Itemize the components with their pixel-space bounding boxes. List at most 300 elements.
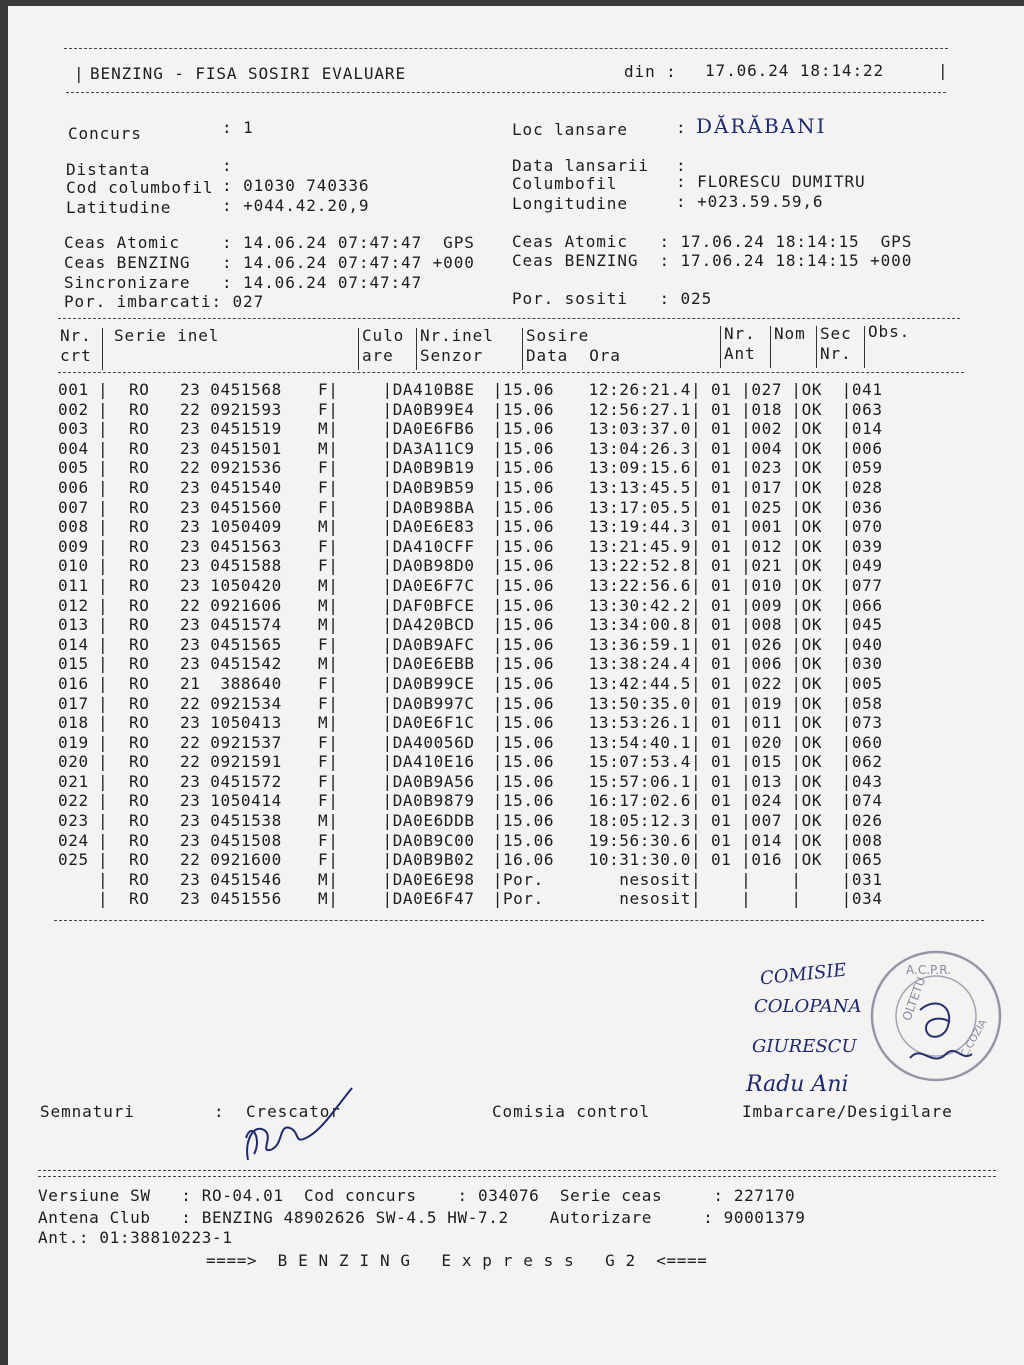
cell-obs: 070 [851, 517, 883, 537]
cell-chip: DA0E6EBB [392, 654, 475, 674]
concurs-value: : 1 [222, 118, 254, 137]
cell-separator: | [741, 889, 752, 909]
cell-separator: | [791, 830, 802, 850]
cell-separator: | [741, 556, 752, 576]
cell-nr: 008 [58, 517, 89, 537]
cell-yr: 23 [180, 477, 201, 497]
cell-separator: | [791, 791, 802, 811]
cell-color [338, 850, 382, 870]
cell-separator: | [741, 595, 752, 615]
cell-separator: | [328, 811, 339, 831]
cell-separator: | [98, 438, 109, 458]
cell-num: 0451574 [210, 615, 282, 635]
cell-yr: 23 [180, 654, 201, 674]
cell-separator: | [98, 575, 109, 595]
col-data-ora: Data Ora [526, 346, 621, 365]
cell-nom [751, 889, 791, 909]
cell-yr: 23 [180, 575, 201, 595]
cell-num: 0451572 [210, 771, 282, 791]
cell-separator: | [791, 399, 802, 419]
cell-sex: F [318, 477, 329, 497]
cell-separator: | [328, 556, 339, 576]
table-row [58, 380, 902, 400]
cell-separator: | [741, 693, 752, 713]
cell-yr: 22 [180, 693, 201, 713]
cell-separator: | [492, 791, 503, 811]
cell-chip: DA0B997C [392, 693, 475, 713]
cell-separator: | [741, 517, 752, 537]
signatures-label: Semnaturi [40, 1102, 135, 1121]
cell-separator: | [328, 419, 339, 439]
table-row [58, 752, 902, 772]
cell-yr: 22 [180, 399, 201, 419]
cell-num: 0451508 [210, 830, 282, 850]
cell-date: 15.06 [502, 595, 555, 615]
cell-separator: | [791, 517, 802, 537]
cell-sec: OK [801, 811, 823, 831]
cell-time: 13:38:24.4 [588, 654, 691, 674]
cell-nr: 019 [58, 732, 89, 752]
cell-separator: | [98, 889, 109, 909]
cell-chip: DA410B8E [392, 380, 475, 399]
cell-yr: 23 [180, 791, 201, 811]
cell-color [338, 498, 382, 518]
cell-obs: 059 [851, 458, 883, 478]
cell-yr: 21 [180, 673, 201, 693]
cell-sex: M [318, 575, 329, 595]
cell-separator: | [791, 595, 802, 615]
cell-separator: | [382, 811, 393, 831]
cell-chip: DA0E6DDB [392, 811, 475, 831]
cell-nom: 027 [751, 380, 783, 399]
cell-time: 15:07:53.4 [588, 752, 691, 772]
col-sec-nr: Nr. [820, 344, 852, 363]
distanta-label: Distanta [66, 160, 151, 179]
cell-separator: | [382, 713, 393, 733]
cell-cty: RO [129, 713, 150, 733]
cell-separator: | [328, 615, 339, 635]
cell-num: 0451588 [210, 556, 282, 576]
table-row [58, 576, 902, 596]
hdr-sep-4 [522, 328, 523, 370]
col-obs: Obs. [868, 322, 911, 341]
cell-nr: 009 [58, 536, 89, 556]
cell-color [338, 419, 382, 439]
cell-sec: OK [801, 536, 823, 556]
cell-nom: 020 [751, 732, 783, 752]
cell-separator: | [841, 458, 852, 478]
cell-separator: | [492, 654, 503, 674]
cell-nom: 021 [751, 556, 783, 576]
cell-sec: OK [801, 752, 823, 772]
cell-sec: OK [801, 693, 823, 713]
cell-num: 0451563 [210, 536, 282, 556]
cell-separator: | [690, 634, 702, 654]
cell-yr: 22 [180, 732, 201, 752]
cell-obs: 065 [851, 850, 883, 870]
cell-separator: | [791, 693, 802, 713]
cell-separator: | [382, 850, 393, 870]
cell-separator: | [98, 458, 109, 478]
cell-sex: M [318, 889, 329, 909]
cell-separator: | [492, 595, 503, 615]
table-row [58, 400, 902, 420]
cell-cty: RO [129, 380, 150, 399]
cell-ant: 01 [710, 399, 732, 419]
svg-text:C.COZIA: C.COZIA [959, 1017, 990, 1060]
cell-obs: 077 [851, 575, 883, 595]
cell-separator: | [841, 869, 852, 889]
cell-separator: | [841, 615, 852, 635]
cell-color [338, 478, 382, 498]
cell-separator: | [328, 654, 339, 674]
footer-top-rule-2 [38, 1176, 996, 1177]
cell-sex: M [318, 713, 329, 733]
cell-ant: 01 [710, 732, 732, 752]
cell-time: 16:17:02.6 [588, 791, 691, 811]
cell-date: 15.06 [502, 458, 555, 478]
cell-nom: 025 [751, 497, 783, 517]
cell-cty: RO [129, 869, 150, 889]
cell-yr: 22 [180, 752, 201, 772]
cell-separator: | [382, 752, 393, 772]
cell-yr: 23 [180, 811, 201, 831]
table-row [58, 419, 902, 439]
cell-nom: 011 [751, 713, 783, 733]
table-row [58, 458, 902, 478]
cell-yr: 23 [180, 615, 201, 635]
cell-nr: 005 [58, 458, 89, 478]
cell-ant: 01 [710, 419, 732, 439]
cell-separator: | [98, 536, 109, 556]
hdr-sep-1 [102, 328, 103, 370]
cell-cty: RO [129, 419, 150, 439]
longitudine-label: Longitudine [512, 194, 628, 213]
cod-columbofil-value: : 01030 740336 [222, 176, 370, 195]
cell-sec: OK [801, 595, 823, 615]
cell-separator: | [328, 673, 339, 693]
cell-nr: 016 [58, 673, 89, 693]
cell-time: 19:56:30.6 [588, 830, 691, 850]
concurs-label: Concurs [68, 124, 142, 143]
cell-obs: 008 [851, 830, 883, 850]
cell-chip: DA0B9B59 [392, 477, 475, 497]
cell-separator: | [741, 732, 752, 752]
cell-separator: | [741, 752, 752, 772]
cell-separator: | [841, 380, 852, 399]
cell-separator: | [841, 517, 852, 537]
cell-time: 13:13:45.5 [588, 477, 691, 497]
table-row [58, 478, 902, 498]
cell-separator: | [741, 575, 752, 595]
cell-sec [802, 889, 842, 909]
cell-separator: | [841, 889, 852, 909]
cell-separator: | [841, 438, 852, 458]
cell-separator: | [690, 595, 702, 615]
cell-color [338, 537, 382, 557]
cell-sex: F [318, 399, 329, 419]
header-left-bar: | [74, 64, 85, 83]
printout-page [8, 6, 1024, 1365]
cell-separator: | [841, 654, 852, 674]
table-row [58, 615, 902, 635]
table-row [58, 517, 902, 537]
cell-separator: | [328, 458, 339, 478]
cell-nom: 024 [751, 791, 783, 811]
cell-separator: | [328, 869, 339, 889]
cell-obs: 058 [851, 693, 883, 713]
cell-sec: OK [801, 830, 823, 850]
cell-chip: DA0E6E98 [392, 869, 475, 889]
cell-separator: | [690, 830, 702, 850]
cell-yr: 23 [180, 380, 201, 399]
cell-yr: 23 [180, 713, 201, 733]
cell-obs: 005 [851, 673, 883, 693]
cell-date: 15.06 [502, 673, 555, 693]
cell-separator: | [328, 791, 339, 811]
cell-chip: DA410CFF [392, 536, 475, 556]
cell-nr: 007 [58, 497, 89, 517]
cell-nom: 007 [751, 811, 783, 831]
cell-nom: 016 [751, 850, 783, 870]
cell-separator: | [492, 380, 503, 399]
cell-sec [802, 870, 842, 890]
cell-chip: DA0B9AFC [392, 634, 475, 654]
cell-nr: 021 [58, 771, 89, 791]
cell-date: 15.06 [502, 732, 555, 752]
cell-separator: | [791, 673, 802, 693]
cell-separator: | [841, 536, 852, 556]
cell-ant: 01 [710, 477, 732, 497]
cell-separator: | [791, 713, 802, 733]
cell-separator: | [841, 811, 852, 831]
commission-handwritten-title: COMISIE [759, 959, 848, 990]
cell-separator: | [841, 419, 852, 439]
cell-time: 12:56:27.1 [588, 399, 691, 419]
cell-separator: | [492, 889, 503, 909]
cell-sex: M [318, 654, 329, 674]
cell-separator: | [741, 869, 752, 889]
table-row [58, 791, 902, 811]
signatures-colon: : [214, 1102, 225, 1121]
hdr-sep-6 [770, 326, 771, 368]
cell-nom: 010 [751, 575, 783, 595]
col-sosire: Sosire [526, 326, 590, 345]
cell-separator: | [328, 771, 339, 791]
header-top-rule [64, 48, 948, 49]
cell-obs: 006 [851, 438, 883, 458]
cell-ant: 01 [710, 438, 732, 458]
cell-separator: | [382, 556, 393, 576]
cell-cty: RO [129, 654, 150, 674]
cell-obs: 039 [851, 536, 883, 556]
cell-obs: 074 [851, 791, 883, 811]
cell-cty: RO [129, 771, 150, 791]
cell-cty: RO [129, 830, 150, 850]
cell-nom: 012 [751, 536, 783, 556]
svg-text:OLTETU: OLTETU [899, 975, 929, 1023]
cell-time: 13:36:59.1 [588, 634, 691, 654]
cell-chip: DA0B9B19 [392, 458, 475, 478]
cell-separator: | [741, 830, 752, 850]
cell-nom: 006 [751, 654, 783, 674]
cell-separator: | [98, 380, 109, 399]
cell-obs: 026 [851, 811, 883, 831]
cell-obs: 031 [851, 869, 883, 889]
cell-chip: DA0B99CE [392, 673, 475, 693]
cell-yr: 23 [180, 419, 201, 439]
cell-separator: | [98, 869, 109, 889]
cell-date: 15.06 [502, 536, 555, 556]
cell-separator: | [382, 634, 393, 654]
loc-lansare-value: DĂRĂBANI [696, 114, 827, 138]
cell-separator: | [492, 536, 503, 556]
cell-separator: | [841, 399, 852, 419]
cell-date: 15.06 [502, 634, 555, 654]
cell-num: 1050414 [210, 791, 282, 811]
cell-yr: 22 [180, 595, 201, 615]
cell-chip: DA410E16 [392, 752, 475, 772]
cell-sex: F [318, 693, 329, 713]
cell-sex: M [318, 517, 329, 537]
cell-separator: | [382, 732, 393, 752]
cell-yr: 22 [180, 850, 201, 870]
cell-nom: 001 [751, 517, 783, 537]
cell-cty: RO [129, 575, 150, 595]
cell-nr: 004 [58, 438, 89, 458]
cell-separator: | [98, 497, 109, 517]
cell-chip: DA0B98BA [392, 497, 475, 517]
cell-separator: | [382, 517, 393, 537]
cell-cty: RO [129, 673, 150, 693]
cell-separator: | [841, 791, 852, 811]
cell-sec: OK [801, 438, 823, 458]
col-culo: Culo [362, 326, 405, 345]
distanta-value: : [222, 156, 233, 175]
cell-nr [58, 889, 98, 909]
cell-separator: | [690, 419, 702, 439]
cell-date: 15.06 [502, 752, 555, 772]
cell-obs: 062 [851, 752, 883, 772]
cell-nom [751, 870, 791, 890]
cell-nr: 006 [58, 477, 89, 497]
cell-separator: | [841, 497, 852, 517]
cell-ant: 01 [710, 693, 732, 713]
cell-separator: | [328, 477, 339, 497]
cell-color [338, 654, 382, 674]
cell-separator: | [98, 634, 109, 654]
cell-ant [701, 870, 741, 890]
cell-color [338, 791, 382, 811]
arrivals-table [58, 380, 902, 909]
cell-obs: 043 [851, 771, 883, 791]
cell-separator: | [98, 713, 109, 733]
cell-ant: 01 [710, 791, 732, 811]
cell-separator: | [841, 477, 852, 497]
cell-separator: | [791, 438, 802, 458]
table-bottom-rule [54, 920, 984, 921]
cell-chip: DA40056D [392, 732, 475, 752]
cell-ant: 01 [710, 673, 732, 693]
cell-separator: | [690, 869, 702, 889]
cell-separator: | [791, 497, 802, 517]
cell-separator: | [328, 380, 339, 399]
cell-chip: DA0E6F7C [392, 575, 475, 595]
cell-ant: 01 [710, 458, 732, 478]
cell-separator: | [791, 732, 802, 752]
cell-cty: RO [129, 458, 150, 478]
cell-obs: 060 [851, 732, 883, 752]
cell-nom: 014 [751, 830, 783, 850]
cell-separator: | [98, 791, 109, 811]
cell-separator: | [690, 752, 702, 772]
cell-time: 13:30:42.2 [588, 595, 691, 615]
cell-separator: | [791, 634, 802, 654]
cell-separator: | [98, 595, 109, 615]
table-row [58, 889, 902, 909]
cell-time: 13:03:37.0 [588, 419, 691, 439]
cell-separator: | [328, 536, 339, 556]
table-row [58, 772, 902, 792]
cell-date: 15.06 [502, 497, 555, 517]
cell-separator: | [98, 419, 109, 439]
cell-nom: 013 [751, 771, 783, 791]
cell-num: 1050409 [210, 517, 282, 537]
cell-yr: 23 [180, 536, 201, 556]
cell-sec: OK [801, 399, 823, 419]
cell-ant: 01 [710, 752, 732, 772]
cell-ant: 01 [710, 771, 732, 791]
cell-time: 12:26:21.4 [588, 380, 691, 399]
cell-num: 0451560 [210, 497, 282, 517]
columbofil-label: Columbofil [512, 174, 618, 193]
table-row [58, 850, 902, 870]
cell-color [338, 772, 382, 792]
col-crt: crt [60, 346, 92, 365]
cell-num: 1050413 [210, 713, 282, 733]
cell-obs: 049 [851, 556, 883, 576]
cell-nr: 012 [58, 595, 89, 615]
cell-separator: | [690, 380, 702, 399]
cell-separator: | [98, 399, 109, 419]
commission-member-3: Radu Ani [746, 1072, 849, 1097]
cell-cty: RO [129, 556, 150, 576]
cell-sex: F [318, 536, 329, 556]
cell-separator: | [841, 830, 852, 850]
cell-color [338, 635, 382, 655]
cell-date: 15.06 [502, 556, 555, 576]
cell-sex: M [318, 811, 329, 831]
cell-separator: | [741, 673, 752, 693]
cell-separator: | [492, 713, 503, 733]
cell-date: 15.06 [502, 517, 555, 537]
cell-cty: RO [129, 497, 150, 517]
cell-separator: | [690, 497, 702, 517]
cell-separator: | [492, 850, 503, 870]
cell-date: 15.06 [502, 771, 555, 791]
cell-separator: | [492, 752, 503, 772]
cell-color [338, 458, 382, 478]
cell-separator: | [492, 693, 503, 713]
table-row [58, 635, 902, 655]
cell-color [338, 556, 382, 576]
cell-ant: 01 [710, 634, 732, 654]
hdr-sep-7 [816, 326, 817, 368]
cell-separator: | [690, 477, 702, 497]
cell-separator: | [741, 477, 752, 497]
cell-ant [701, 889, 741, 909]
cell-separator: | [328, 595, 339, 615]
